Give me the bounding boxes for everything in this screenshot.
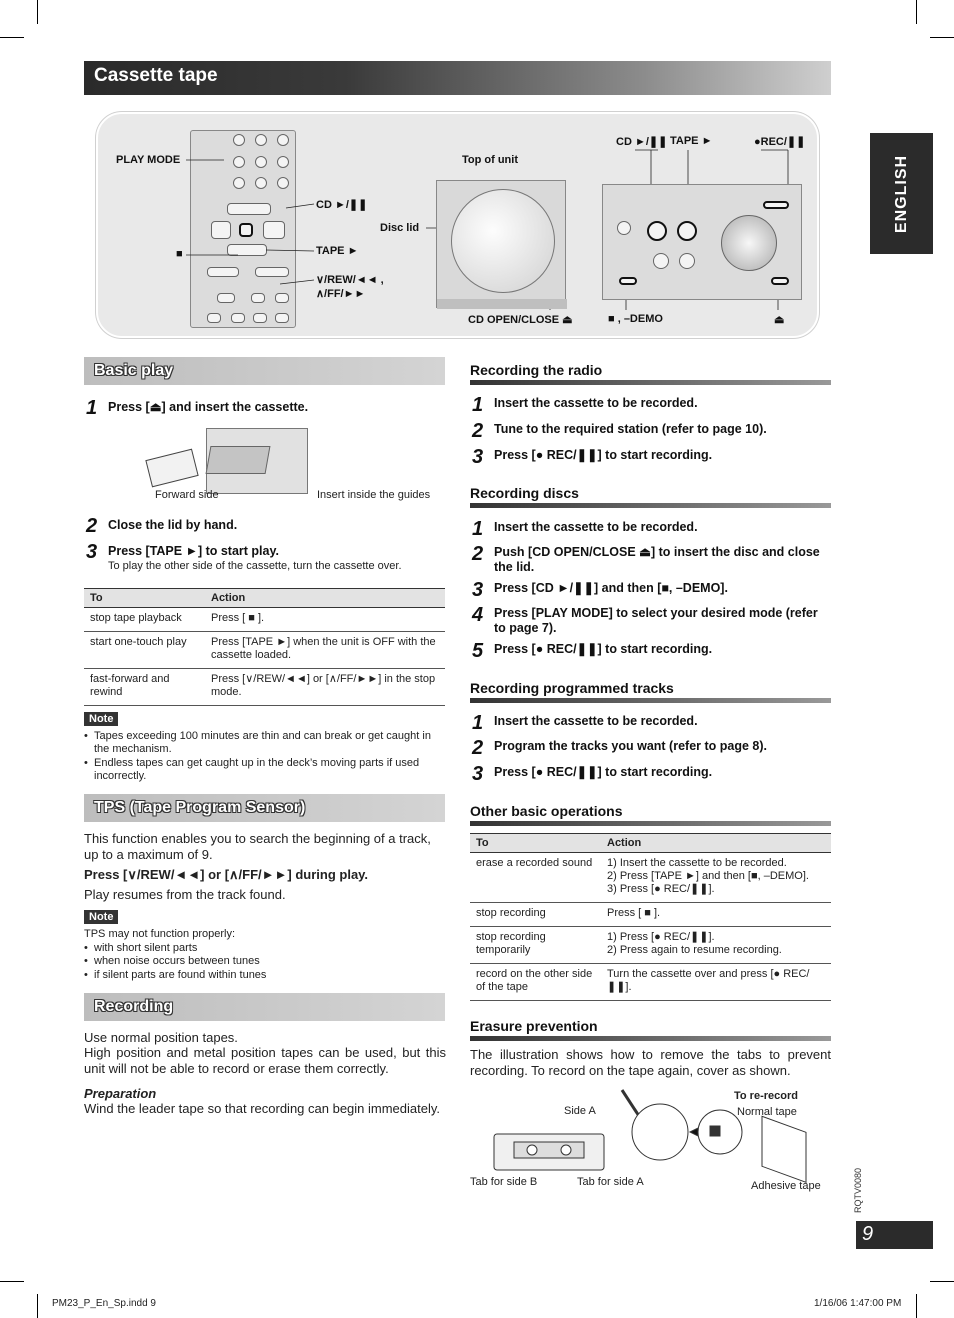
table-cell: fast-forward and rewind [84,669,205,706]
recording-discs-heading: Recording discs [470,485,579,501]
remote-rew-label: ∨/REW/◄◄ , [316,274,384,286]
basic-play-heading: Basic play [94,362,174,379]
table-cell: 1) Insert the cassette to be recorded. 2) Press [TAPE ►] and then [■, –DEMO]. 3) Press [● REC/❚❚]. [601,853,831,903]
note-tag: Note [84,910,118,924]
page-number-box [856,1221,933,1249]
disc-lid-label: Disc lid [380,222,420,234]
page-title: Cassette tape [94,65,218,86]
basic-play-table [84,588,445,706]
note-tag: Note [84,712,118,726]
step-number: 1 [86,397,98,419]
tps-instruction: Press [∨/REW/◄◄] or [∧/FF/►►] during play. [84,867,369,882]
tab-b-label: Tab for side B [470,1176,538,1188]
step-number: 2 [472,543,484,565]
step-number: 2 [472,420,484,442]
panel-cd-label: CD ►/❚❚ [616,136,668,148]
erasure-text: The illustration shows how to remove the tabs to prevent recording. To record on the tape again, cover as shown. [470,1047,831,1078]
basic-play-step-3: Press [TAPE ►] to start play. [108,544,279,558]
insert-guides-label: Insert inside the guides [317,489,431,501]
language-tab [870,133,933,254]
panel-tape-label: TAPE ► [670,135,713,147]
play-mode-label: PLAY MODE [116,154,181,166]
crop-mark [916,0,917,24]
tps-note-item: • if silent parts are found within tunes [84,969,267,981]
table-cell: Press [∨/REW/◄◄] or [∧/FF/►►] in the stop mode. [205,669,445,706]
side-a-label: Side A [564,1105,596,1117]
adhesive-tape-label: Adhesive tape [751,1180,821,1192]
section-rule [470,698,831,703]
crop-mark [930,1281,954,1282]
table-cell: erase a recorded sound [470,853,601,903]
step-number: 3 [86,541,98,563]
table-row [470,903,831,927]
panel-demo-label: ■ , –DEMO [608,313,663,325]
footer-filename: PM23_P_En_Sp.indd 9 [52,1298,156,1309]
recording-header [84,993,445,1021]
document-code: RQTV0080 [853,1167,863,1213]
table-cell: Press [ ■ ]. [601,903,831,927]
step-number: 3 [472,446,484,468]
tps-note-item: • with short silent parts [84,942,198,954]
step-number: 2 [86,515,98,537]
tab-a-label: Tab for side A [577,1176,644,1188]
preparation-text: Wind the leader tape so that recording can begin immediately. [84,1101,441,1116]
table-cell: stop recording temporarily [470,927,601,964]
recording-radio-heading: Recording the radio [470,362,603,378]
panel-rec-label: ●REC/❚❚ [754,136,806,148]
section-rule [470,1036,831,1041]
crop-mark [930,37,954,38]
programmed-step-2: Program the tracks you want (refer to page 8). [494,739,767,753]
remote-cd-label: CD ►/❚❚ [316,199,368,211]
discs-step-3: Press [CD ►/❚❚] and then [■, –DEMO]. [494,581,728,595]
table-header-row [84,589,445,608]
table-cell: stop recording [470,903,601,927]
basic-play-header [84,357,445,385]
forward-side-label: Forward side [155,489,219,501]
table-header: To [84,589,205,608]
table-cell: Press [TAPE ►] when the unit is OFF with the cassette loaded. [205,632,445,669]
section-rule [470,821,831,826]
remote-ff-label: ∧/FF/►► [316,288,366,300]
remote-tape-label: TAPE ► [316,245,359,257]
recording-programmed-heading: Recording programmed tracks [470,680,674,696]
crop-mark [37,0,38,24]
footer-timestamp: 1/16/06 1:47:00 PM [814,1298,902,1309]
cd-open-close-label: CD OPEN/CLOSE ⏏ [468,314,573,326]
tps-heading: TPS (Tape Program Sensor) [94,799,306,816]
programmed-step-3: Press [● REC/❚❚] to start recording. [494,765,713,779]
step-number: 5 [472,640,484,662]
table-header: Action [601,834,831,853]
cassette-insert-drawing [146,426,312,498]
crop-mark [916,1294,917,1318]
table-row [470,927,831,964]
other-ops-heading: Other basic operations [470,803,623,819]
discs-step-5: Press [● REC/❚❚] to start recording. [494,642,713,656]
radio-step-3: Press [● REC/❚❚] to start recording. [494,448,713,462]
programmed-step-1: Insert the cassette to be recorded. [494,714,698,728]
crop-mark [37,1294,38,1318]
table-cell: Turn the cassette over and press [● REC/❚❚]. [601,964,831,1001]
step-number: 1 [472,712,484,734]
step-number: 3 [472,579,484,601]
panel-eject-label: ⏏ [774,314,785,326]
table-row [470,853,831,903]
table-row [84,632,445,669]
page-number: 9 [862,1223,874,1245]
step-number: 3 [472,763,484,785]
table-cell: start one-touch play [84,632,205,669]
table-row [84,669,445,706]
table-row [84,608,445,632]
section-rule [470,503,831,508]
crop-mark [0,37,24,38]
recording-line-1: Use normal position tapes. [84,1030,238,1045]
tps-note-intro: TPS may not function properly: [84,928,236,940]
step-number: 1 [472,518,484,540]
table-cell: record on the other side of the tape [470,964,601,1001]
top-of-unit-label: Top of unit [462,154,518,166]
discs-step-2: Push [CD OPEN/CLOSE ⏏] to insert the disc and close the lid. [494,545,820,574]
basic-play-note-1: • Tapes exceeding 100 minutes are thin and can break or get caught in the mechanism. [84,730,431,755]
recording-line-2: High position and metal position tapes can be used, but this unit will not be able to record or erase them correctly. [84,1045,446,1076]
basic-play-step-3-note: To play the other side of the cassette, turn the cassette over. [108,560,402,572]
crop-mark [0,1281,24,1282]
table-header: To [470,834,601,853]
table-cell: stop tape playback [84,608,205,632]
tps-intro: This function enables you to search the beginning of a track, up to a maximum of 9. [84,831,431,862]
tps-result: Play resumes from the track found. [84,887,286,902]
front-panel-drawing [602,184,802,300]
other-ops-table [470,833,831,1001]
step-number: 2 [472,737,484,759]
step-number: 4 [472,604,484,626]
table-header: Action [205,589,445,608]
preparation-label: Preparation [84,1086,157,1101]
step-number: 1 [472,394,484,416]
tps-note-item: • when noise occurs between tunes [84,955,260,967]
normal-tape-label: Normal tape [737,1106,797,1118]
discs-step-1: Insert the cassette to be recorded. [494,520,698,534]
radio-step-2: Tune to the required station (refer to page 10). [494,422,767,436]
basic-play-note-2: • Endless tapes can get caught up in the deck’s moving parts if used incorrectly. [84,757,420,782]
discs-step-4: Press [PLAY MODE] to select your desired mode (refer to page 7). [494,606,818,635]
unit-top-drawing [436,180,566,308]
basic-play-step-1: Press [⏏] and insert the cassette. [108,400,309,414]
language-label: ENGLISH [892,154,910,233]
recording-heading: Recording [94,998,174,1015]
controls-illustration [96,112,819,338]
table-header-row [470,834,831,853]
table-row [470,964,831,1001]
page-title-bar [84,61,831,95]
radio-step-1: Insert the cassette to be recorded. [494,396,698,410]
basic-play-step-2: Close the lid by hand. [108,518,238,532]
table-cell: 1) Press [● REC/❚❚]. 2) Press again to resume recording. [601,927,831,964]
erasure-heading: Erasure prevention [470,1018,598,1034]
table-cell: Press [ ■ ]. [205,608,445,632]
section-rule [470,380,831,385]
remote-stop-label: ■ [176,248,183,260]
to-rerecord-label: To re-record [734,1090,798,1102]
tps-header [84,794,445,822]
